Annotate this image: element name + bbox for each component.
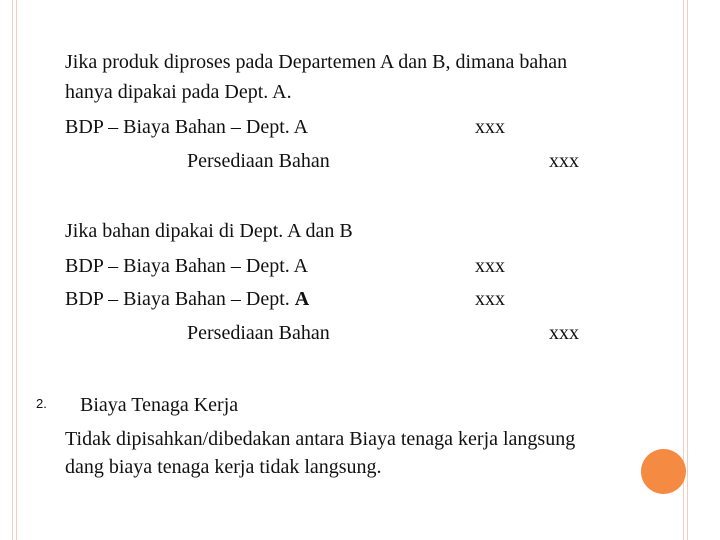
entry-2-debit-2-account: [65, 287, 309, 311]
section-body-line-1: Tidak dipisahkan/dibedakan antara Biaya tenaga kerja langsung: [65, 428, 576, 450]
entry-1-debit-amount: xxx: [475, 116, 505, 138]
entry-1-debit-account: BDP – Biaya Bahan – Dept. A: [65, 116, 309, 138]
entry-2-debit-2-account-prefix: BDP – Biaya Bahan – Dept.: [65, 288, 295, 310]
entry-2-credit-amount: xxx: [549, 322, 579, 344]
list-number: 2.: [36, 396, 47, 411]
section-body-line-2: dang biaya tenaga kerja tidak langsung.: [65, 456, 382, 478]
section-heading: Biaya Tenaga Kerja: [80, 394, 239, 416]
entry-2-debit-1-account: BDP – Biaya Bahan – Dept. A: [65, 255, 309, 277]
entry-1-credit-account: Persediaan Bahan: [187, 150, 330, 172]
entry-2-debit-1-amount: xxx: [475, 255, 505, 277]
right-border-rule-outer: [687, 0, 688, 540]
right-border-rule: [683, 0, 684, 540]
left-border-rule: [12, 0, 13, 540]
accent-circle: [641, 449, 686, 494]
paragraph-1-line-2: hanya dipakai pada Dept. A.: [65, 81, 292, 103]
entry-2-debit-2-amount: xxx: [475, 288, 505, 310]
left-border-rule-inner: [16, 0, 17, 540]
paragraph-2: Jika bahan dipakai di Dept. A dan B: [65, 220, 353, 242]
paragraph-1-line-1: Jika produk diproses pada Departemen A dan B, dimana bahan: [65, 51, 568, 73]
entry-2-credit-account: Persediaan Bahan: [187, 322, 330, 344]
entry-2-debit-2-account-letter: A: [294, 288, 310, 310]
entry-1-credit-amount: xxx: [549, 150, 579, 172]
